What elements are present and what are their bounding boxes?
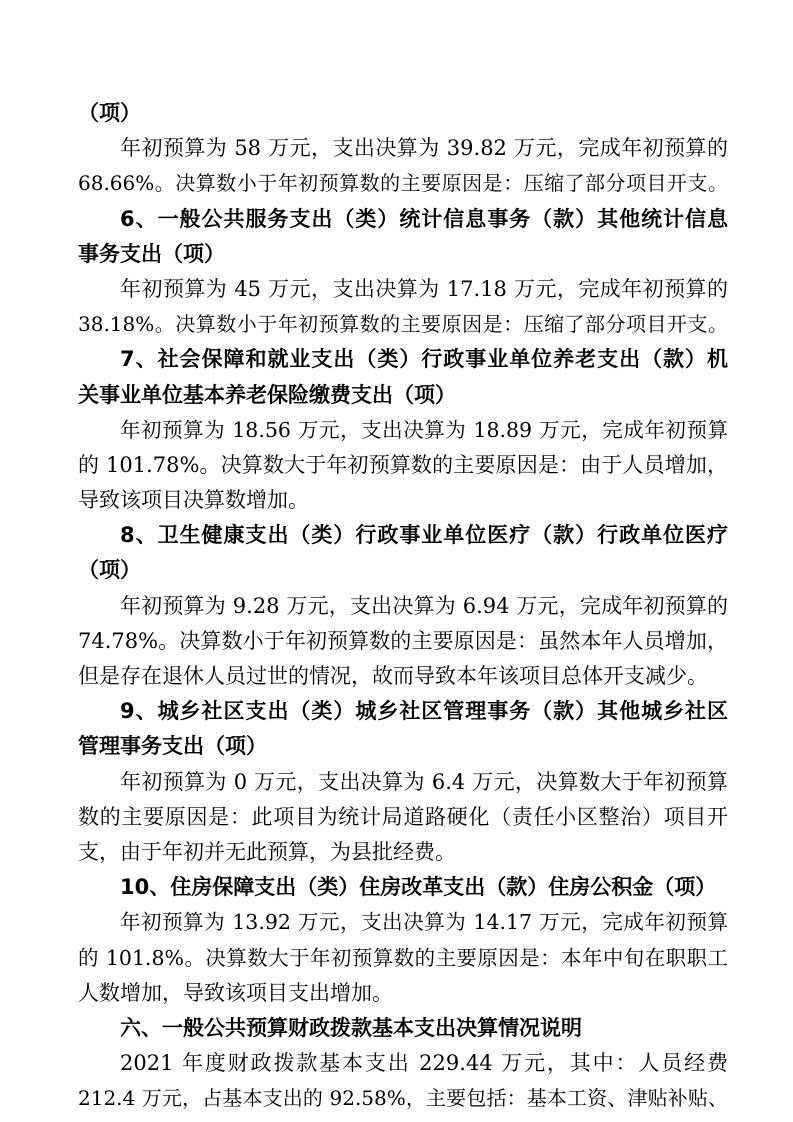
document-page: [78, 96, 728, 1116]
section-heading: 10、住房保障支出（类）住房改革支出（款）住房公积金（项）: [120, 875, 717, 900]
body-line: 的 101.8%。决算数大于年初预算数的主要原因是：本年中旬在职职工: [78, 945, 728, 970]
chapter-heading: 六、一般公共预算财政拨款基本支出决算情况说明: [120, 1015, 582, 1040]
body-line: 年初预算为 9.28 万元，支出决算为 6.94 万元，完成年初预算的: [120, 593, 728, 618]
body-line: 68.66%。决算数小于年初预算数的主要原因是：压缩了部分项目开支。: [78, 171, 728, 196]
section-heading-cont: 管理事务支出（项）: [78, 734, 267, 759]
body-line: 导致该项目决算数增加。: [78, 488, 309, 513]
body-line: 年初预算为 18.56 万元，支出决算为 18.89 万元，完成年初预算: [120, 417, 728, 442]
heading-line: （项）: [78, 101, 141, 125]
body-line: 但是存在退休人员过世的情况，故而导致本年该项目总体开支减少。: [78, 664, 708, 688]
body-line: 数的主要原因是：此项目为统计局道路硬化（责任小区整治）项目开: [78, 804, 728, 829]
body-line: 212.4 万元，占基本支出的 92.58%，主要包括：基本工资、津贴补贴、: [78, 1086, 728, 1111]
section-heading: 6、一般公共服务支出（类）统计信息事务（款）其他统计信息: [120, 206, 728, 231]
section-heading: 7、社会保障和就业支出（类）行政事业单位养老支出（款）机: [120, 347, 728, 372]
section-heading: 8、卫生健康支出（类）行政事业单位医疗（款）行政单位医疗: [120, 523, 728, 548]
body-line: 2021 年度财政拨款基本支出 229.44 万元，其中：人员经费: [120, 1051, 728, 1076]
section-heading-cont: 事务支出（项）: [78, 241, 225, 266]
body-line: 年初预算为 13.92 万元，支出决算为 14.17 万元，完成年初预算: [120, 910, 728, 935]
body-line: 支，由于年初并无此预算，为县批经费。: [78, 839, 456, 864]
body-line: 年初预算为 58 万元，支出决算为 39.82 万元，完成年初预算的: [120, 136, 728, 161]
body-line: 年初预算为 0 万元，支出决算为 6.4 万元，决算数大于年初预算: [120, 769, 728, 794]
section-heading: 9、城乡社区支出（类）城乡社区管理事务（款）其他城乡社区: [120, 699, 728, 724]
section-heading-cont: （项）: [78, 558, 141, 583]
section-heading-cont: 关事业单位基本养老保险缴费支出（项）: [78, 382, 456, 407]
body-line: 38.18%。决算数小于年初预算数的主要原因是：压缩了部分项目开支。: [78, 312, 728, 337]
body-line: 的 101.78%。决算数大于年初预算数的主要原因是：由于人员增加，: [78, 452, 728, 477]
body-line: 年初预算为 45 万元，支出决算为 17.18 万元，完成年初预算的: [120, 276, 728, 301]
body-line: 74.78%。决算数小于年初预算数的主要原因是：虽然本年人员增加，: [78, 628, 728, 653]
body-line: 人数增加，导致该项目支出增加。: [78, 980, 393, 1005]
